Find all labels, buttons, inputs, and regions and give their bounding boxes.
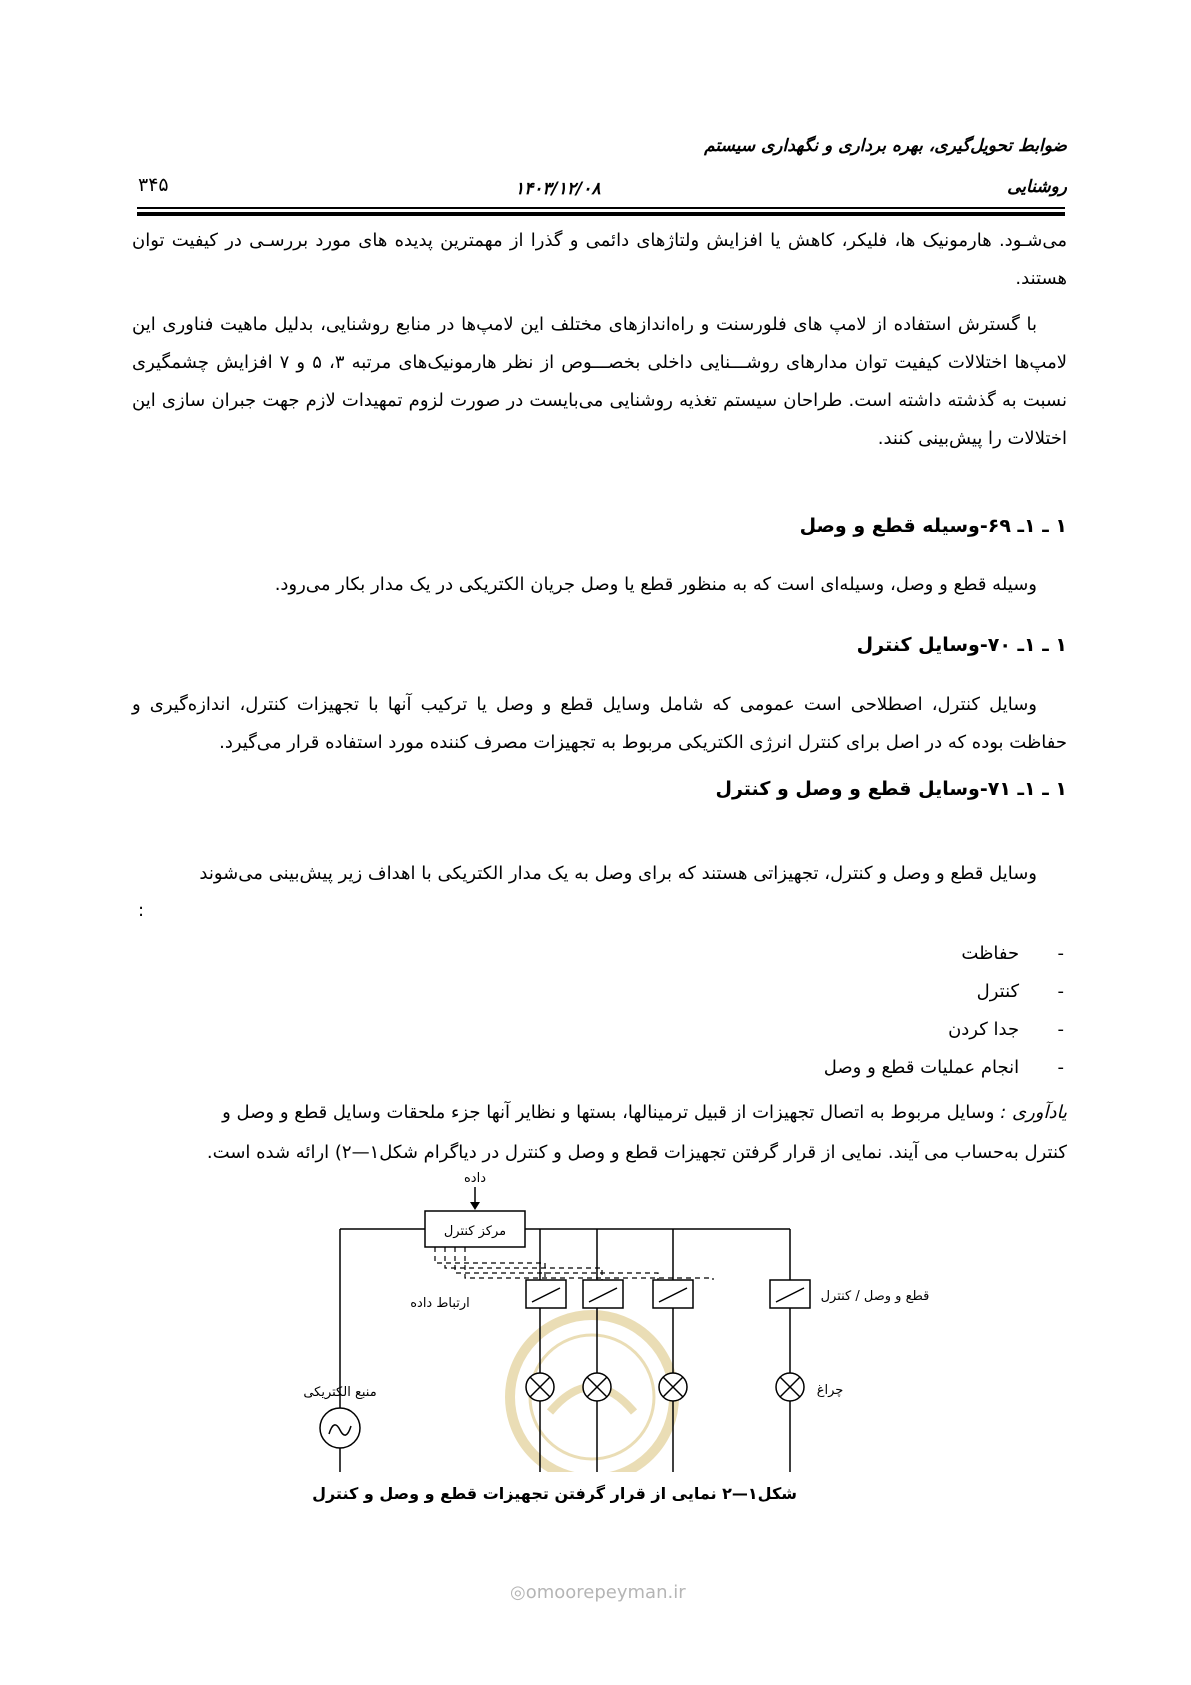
globe-icon: ◎ [510, 1582, 526, 1603]
switch-icon [770, 1280, 810, 1308]
header-title: ضوابط تحویل‌گیری، بهره برداری و نگهداری سیستم [704, 136, 1067, 156]
data-link-lines [435, 1247, 713, 1280]
data-link-label: ارتباط داده [410, 1296, 470, 1311]
section-text-71-tail: : [138, 900, 145, 921]
arrow-head-icon [470, 1202, 480, 1210]
branch-4 [770, 1229, 810, 1472]
lamp-label: چراغ [816, 1383, 844, 1398]
switch-icon [583, 1280, 623, 1308]
switch-icon [653, 1280, 693, 1308]
branch-2 [583, 1229, 623, 1472]
section-heading-70: ۱ ـ ۱ـ ۷۰-وسایل کنترل [856, 634, 1067, 656]
branch-1 [526, 1229, 566, 1472]
section-text-71: وسایل قطع و وصل و کنترل، تجهیزاتی هستند که برای وصل به یک مدار الکتریکی با اهداف زیر پیش‌بینی می‌شوند [199, 863, 1037, 884]
list-item: - حفاظت [961, 943, 1064, 964]
control-center-label: مرکز کنترل [443, 1224, 507, 1239]
page-number: ۳۴۵ [138, 174, 169, 196]
header-subtitle: روشنایی [1007, 177, 1067, 197]
figure-caption: شکل۱—۲ نمایی از قرار گرفتن تجهیزات قطع و وصل و کنترل [312, 1484, 797, 1503]
note-line-1: یادآوری : وسایل مربوط به اتصال تجهیزات از قبیل ترمینالها، بستها و نظایر آنها جزء ملحقات وسایل قطع و وصل و [222, 1102, 1067, 1123]
switch-label: قطع و وصل / کنترل [820, 1289, 930, 1304]
header-rule-thick [137, 212, 1065, 216]
section-text-69: وسیله قطع و وصل، وسیله‌ای است که به منظور قطع یا وصل جریان الکتریکی در یک مدار بکار می‌رود. [274, 574, 1037, 595]
header-date: ۱۴۰۳/۱۲/۰۸ [515, 179, 601, 199]
list-item: - جدا کردن [948, 1019, 1064, 1040]
note-line-2: کنترل به‌حساب می آیند. نمایی از قرار گرفتن تجهیزات قطع و وصل و کنترل در دیاگرام شکل۱—۲) ارائه شده است. [206, 1142, 1067, 1163]
list-item: - کنترل [976, 981, 1064, 1002]
section-heading-69: ۱ ـ ۱ـ ۶۹-وسیله قطع و وصل [799, 515, 1067, 537]
switching-diagram [230, 1172, 980, 1472]
source-label: منبع الکتریکی [303, 1385, 377, 1400]
watermark-site: ◎omoorepeyman.ir [510, 1582, 686, 1603]
paragraph-intro: می‌شـود. هارمونیک ها، فلیکر، کاهش یا افزایش ولتاژهای دائمی و گذرا از مهمترین پدیده های مورد بررسـی در کیفیت توان هستند. [132, 230, 1067, 289]
ac-source-icon [320, 1408, 360, 1448]
switch-icon [526, 1280, 566, 1308]
paragraph-harmonics: با گسترش استفاده از لامپ های فلورسنت و راه‌اندازهای مختلف این لامپ‌ها در منابع روشنایی، بدلیل ماهیت فناوری این لامپ‌ها اختلالات کیفیت توان مدارهای روشـــنایی داخلی بخصـــوص از نظر هارمونیک‌های مرتبه ۳، ۵ و ۷ افزایش چشمگیری نسبت به گذشته داشته است. طراحان سیستم تغذیه روشنایی می‌بایست در صورت لزوم تمهیدات لازم جهت جبران سازی این اختلالات را پیش‌بینی کنند. [132, 314, 1067, 449]
note-label: یادآوری : [1000, 1102, 1067, 1123]
section-text-70: وسایل کنترل، اصطلاحی است عمومی که شامل وسایل قطع و وصل یا ترکیب آنها با تجهیزات کنترل، اندازه‌گیری و حفاظت بوده که در اصل برای کنترل انرژی الکتریکی مربوط به تجهیزات مصرف کننده مورد استفاده قرار می‌گیرد. [132, 694, 1067, 753]
section-heading-71: ۱ ـ ۱ـ ۷۱-وسایل قطع و وصل و کنترل [715, 778, 1067, 800]
header-rule-thin [137, 207, 1065, 209]
data-input-label: داده [463, 1172, 487, 1186]
list-item: - انجام عملیات قطع و وصل [823, 1057, 1064, 1078]
